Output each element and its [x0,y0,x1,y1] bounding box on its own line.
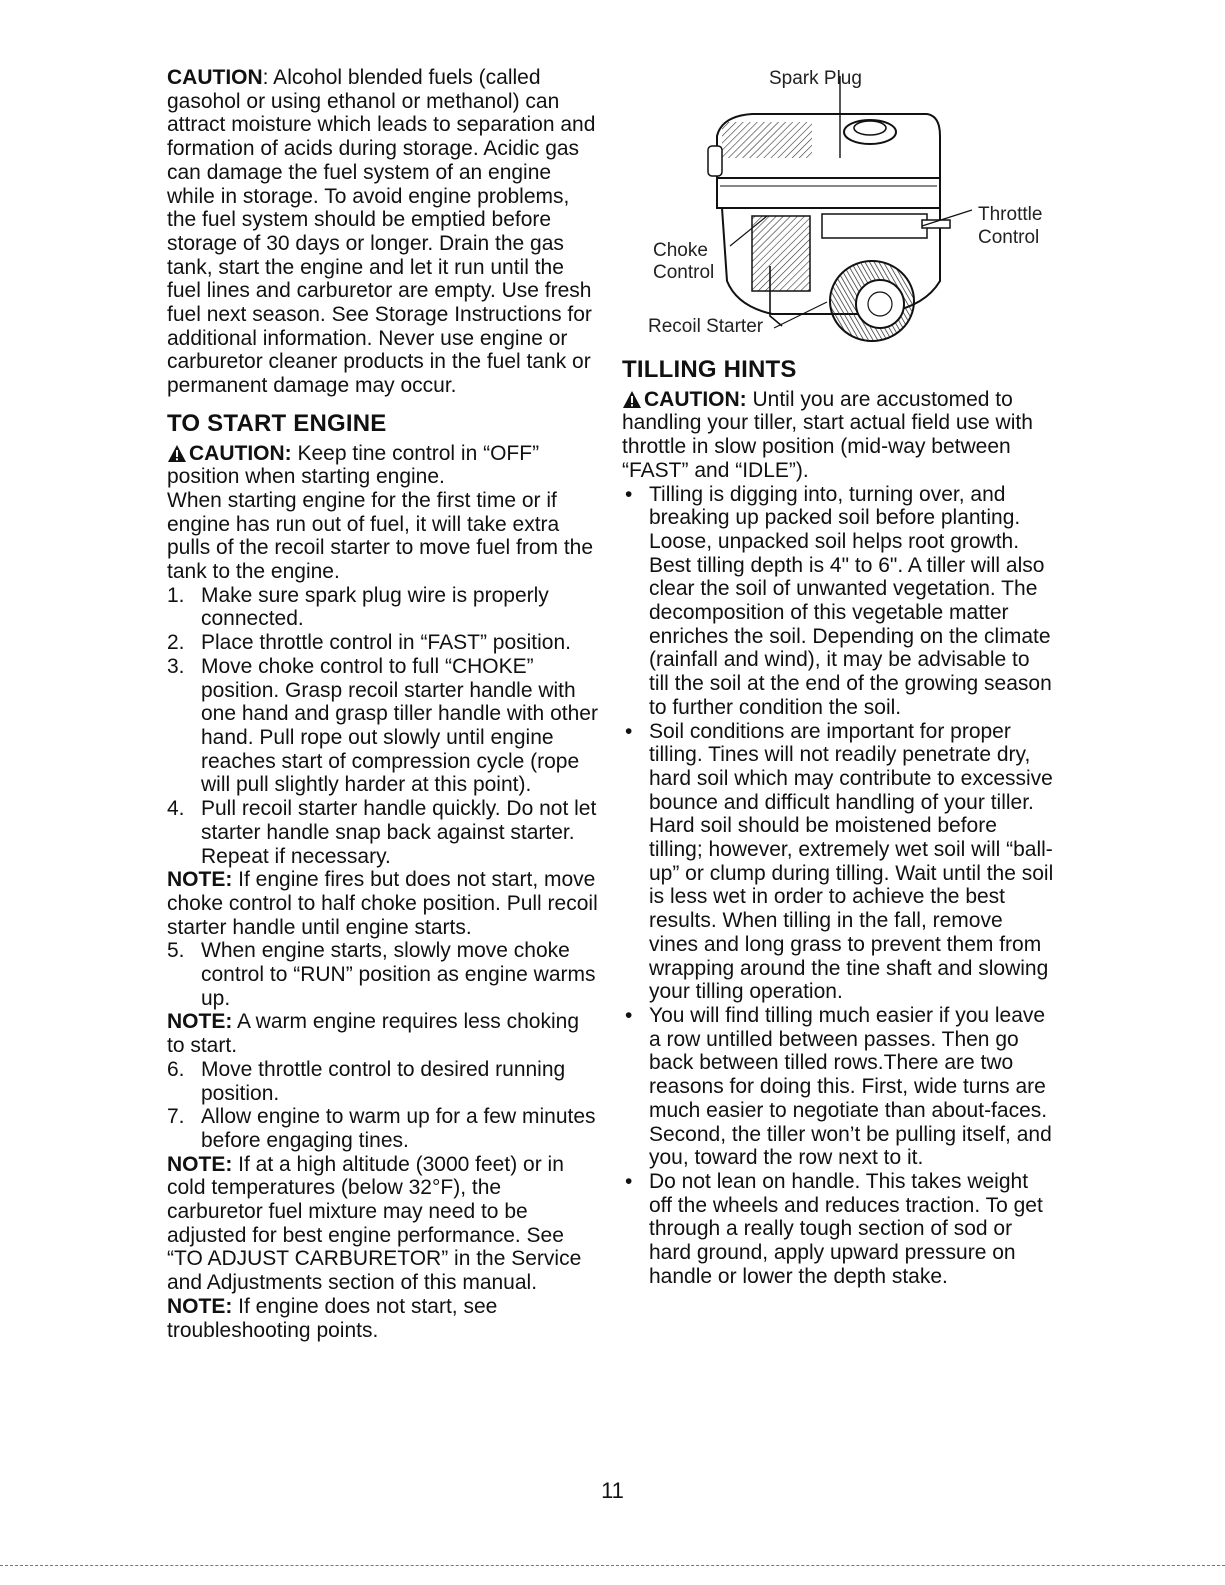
step-text: When engine starts, slowly move choke control to “RUN” position as engine warms up. [201,939,596,1010]
tilling-hint-item [622,720,1054,1004]
note-high-altitude [167,1153,599,1295]
step-item [167,655,599,797]
hint-text: Do not lean on handle. This takes weight off the wheels and reduces traction. To get through a really tough section of sod or hard ground, apply upward pressure on handle or lower the depth stake. [649,1169,1043,1288]
note-warm-engine [167,1010,599,1057]
label-throttle-control: Control [978,227,1040,248]
caution-label: CAUTION [167,66,263,89]
bullet-icon: • [625,1169,633,1193]
step-number: 7. [167,1105,185,1129]
step-text: Pull recoil starter handle quickly. Do not let starter handle snap back against starter. Repeat if necessary. [201,797,597,868]
note-troubleshooting [167,1295,599,1342]
caution-text: : Alcohol blended fuels (called gasohol or using ethanol or methanol) can attract moisture which leads to separation and formation of acids during storage. Acidic gas can damage the fuel system of an engine while in storage. To avoid engine problems, the fuel system should be emptied before storage of 30 days or longer. Drain the gas tank, start the engine and let it run until the fuel lines and carburetor are empty. Use fresh fuel next season. See Storage Instructions for additional information. Never use engine or carburetor cleaner products in the fuel tank or permanent damage may occur. [167,66,596,398]
start-steps [167,1058,599,1153]
step-item [167,1105,599,1152]
note-half-choke [167,868,599,939]
start-steps [167,584,599,868]
step-text: Move choke control to full “CHOKE” position. Grasp recoil starter handle with one hand and grasp tiller handle with other hand. Pull rope out slowly until engine reaches start of compression cycle (rope will pull slightly harder at this point). [201,654,598,797]
step-number: 6. [167,1057,185,1081]
step-text: Allow engine to warm up for a few minutes before engaging tines. [201,1105,596,1152]
note-text: If engine does not start, see troubleshooting points. [167,1294,498,1342]
step-item [167,584,599,631]
label-recoil-starter: Recoil Starter [648,316,764,337]
start-intro: When starting engine for the first time or if engine has run out of fuel, it will take extra pulls of the recoil starter to move fuel from the tank to the engine. [167,488,594,584]
start-steps [167,939,599,1010]
note-label: NOTE: [167,868,233,892]
tilling-hint-item [622,483,1054,720]
footer-dashed-rule [0,1565,1225,1566]
heading-tilling-hints: TILLING HINTS [622,356,797,383]
note-label: NOTE: [167,1152,233,1176]
step-item [167,797,599,868]
left-column [167,66,599,1342]
caution-text: Keep tine control in “OFF” position when starting engine. [167,441,540,489]
tilling-hint-item [622,1170,1054,1289]
tilling-hints-list [622,483,1054,1289]
engine-figure [622,66,1054,348]
label-throttle: Throttle [978,204,1043,225]
note-text: A warm engine requires less choking to start. [167,1010,580,1058]
note-label: NOTE: [167,1010,233,1034]
step-number: 1. [167,583,185,607]
step-number: 3. [167,654,185,678]
label-spark-plug: Spark Plug [769,68,862,89]
bullet-icon: • [625,719,633,743]
note-text: If at a high altitude (3000 feet) or in cold temperatures (below 32°F), the carburetor fuel mixture may need to be adjusted for best engine performance. See “TO ADJUST CARBURETOR” in the Service and Adjustments section of this manual. [167,1152,582,1295]
caution-text: Until you are accustomed to handling your tiller, start actual field use with throttle in slow position (mid-way between “FAST” and “IDLE”). [622,387,1033,482]
step-number: 2. [167,631,185,655]
bullet-icon: • [625,482,633,506]
heading-to-start-engine: TO START ENGINE [167,409,387,437]
note-text: If engine fires but does not start, move choke control to half choke position. Pull recoil starter handle until engine starts. [167,868,598,939]
caution-label: CAUTION: [189,441,292,465]
step-text: Move throttle control to desired running position. [201,1057,566,1105]
right-column [622,66,1054,1288]
note-label: NOTE: [167,1294,233,1318]
hint-text: You will find tilling much easier if you leave a row untilled between passes. Then go back between tilled rows.There are two reasons for doing this. First, wide turns are much easier to negotiate than about-faces. Second, the tiller won’t be pulling itself, and you, toward the row next to it. [649,1003,1052,1170]
caution-label: CAUTION: [644,387,747,411]
warning-triangle-icon [167,444,187,463]
caution-tine-control [167,442,599,489]
hint-text: Soil conditions are important for proper tilling. Tines will not readily penetrate dry, hard soil which may contribute to excessive bounce and difficult handling of your tiller. Hard soil should be moistened before tilling; however, extremely wet soil will “ball-up” or clump during tilling. Wait until the soil is less wet in order to achieve the best results. When tilling in the fall, remove vines and long grass to prevent them from wrapping around the tine shaft and slowing your tilling operation. [649,719,1054,1004]
step-item [167,1058,599,1105]
step-text: Make sure spark plug wire is properly connected. [201,583,549,631]
warning-triangle-icon [622,390,642,409]
step-number: 4. [167,797,185,821]
tilling-hint-item [622,1004,1054,1170]
step-number: 5. [167,939,185,963]
label-choke: Choke [653,240,708,261]
hint-text: Tilling is digging into, turning over, and breaking up packed soil before planting. Loose, unpacked soil helps root growth. Best tilling depth is 4" to 6". A tiller will also clear the soil of unwanted vegetation. The decomposition of this vegetable matter enriches the soil. Depending on the climate (rainfall and wind), it may be advisable to till the soil at the end of the growing season to further condition the soil. [649,482,1052,719]
label-choke-control: Control [653,262,715,283]
caution-alcohol-fuels [167,66,599,398]
step-item [167,939,599,1010]
bullet-icon: • [625,1003,633,1027]
caution-accustomed [622,388,1054,483]
page-number: 11 [601,1478,624,1503]
step-text: Place throttle control in “FAST” position. [201,631,571,655]
step-item [167,631,599,655]
